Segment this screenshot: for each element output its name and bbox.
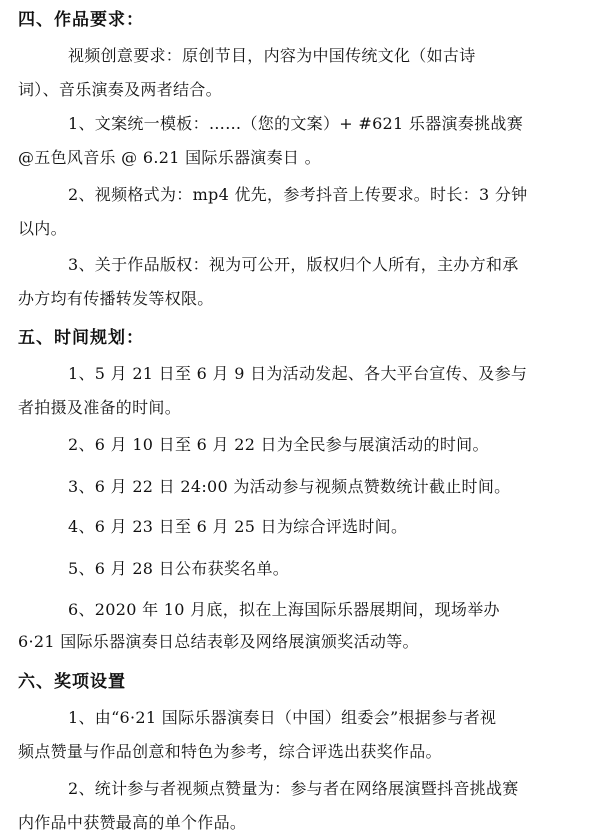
paragraph-line: 1、文案统一模板：……（您的文案）+ #621 乐器演奏挑战赛 [68, 114, 524, 133]
section-heading-5: 五、时间规划： [18, 328, 144, 348]
paragraph-line: @五色风音乐 @ 6.21 国际乐器演奏日 。 [18, 148, 321, 167]
paragraph-line: 6·21 国际乐器演奏日总结表彰及网络展演颁奖活动等。 [18, 632, 419, 651]
paragraph-line: 频点赞量与作品创意和特色为参考，综合评选出获奖作品。 [18, 742, 442, 761]
paragraph-line: 6、2020 年 10 月底，拟在上海国际乐器展期间，现场举办 [68, 600, 500, 619]
paragraph-line: 2、统计参与者视频点赞量为：参与者在网络展演暨抖音挑战赛 [68, 779, 519, 798]
paragraph-line: 视频创意要求：原创节目，内容为中国传统文化（如古诗 [68, 46, 476, 65]
paragraph-line: 4、6 月 23 日至 6 月 25 日为综合评选时间。 [68, 517, 408, 536]
paragraph-line: 1、由“6·21 国际乐器演奏日（中国）组委会”根据参与者视 [68, 708, 497, 727]
section-heading-4: 四、作品要求： [18, 10, 144, 30]
paragraph-line: 内作品中获赞最高的单个作品。 [18, 813, 247, 832]
paragraph-line: 办方均有传播转发等权限。 [18, 289, 214, 308]
paragraph-line: 3、6 月 22 日 24:00 为活动参与视频点赞数统计截止时间。 [68, 477, 511, 496]
paragraph-line: 1、5 月 21 日至 6 月 9 日为活动发起、各大平台宣传、及参与 [68, 364, 528, 383]
paragraph-line: 以内。 [18, 219, 67, 238]
paragraph-line: 词）、音乐演奏及两者结合。 [18, 80, 222, 99]
paragraph-line: 2、6 月 10 日至 6 月 22 日为全民参与展演活动的时间。 [68, 435, 489, 454]
paragraph-line: 者拍摄及准备的时间。 [18, 398, 182, 417]
paragraph-line: 3、关于作品版权：视为可公开，版权归个人所有，主办方和承 [68, 255, 519, 274]
paragraph-line: 5、6 月 28 日公布获奖名单。 [68, 559, 290, 578]
section-heading-6: 六、奖项设置 [18, 672, 126, 692]
paragraph-line: 2、视频格式为：mp4 优先，参考抖音上传要求。时长：3 分钟 [68, 185, 528, 204]
